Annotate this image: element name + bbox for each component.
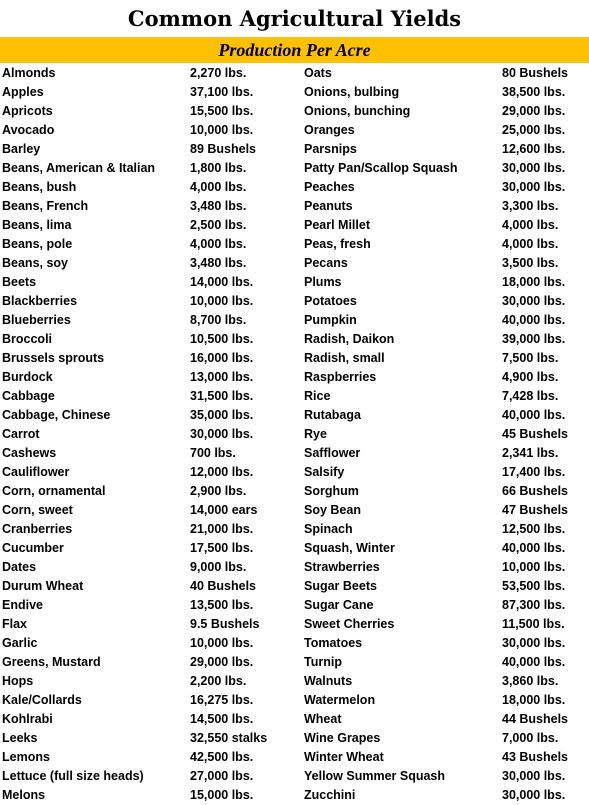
crop-name-left: Cabbage, Chinese [2, 408, 111, 422]
crop-name-right: Patty Pan/Scallop Squash [304, 161, 458, 175]
table-row [0, 387, 589, 406]
table-row [0, 501, 589, 520]
yield-right: 7,000 lbs. [502, 731, 559, 745]
crop-name-left: Avocado [2, 123, 55, 137]
table-row [0, 539, 589, 558]
yield-left: 3,480 lbs. [190, 199, 247, 213]
crop-name-right: Oranges [304, 123, 355, 137]
yield-left: 2,200 lbs. [190, 674, 247, 688]
crop-name-right: Wheat [304, 712, 342, 726]
crop-name-right: Plums [304, 275, 342, 289]
page-title: Common Agricultural Yields [127, 6, 462, 31]
crop-name-right: Squash, Winter [304, 541, 395, 555]
yield-right: 43 Bushels [502, 750, 569, 764]
yield-right: 25,000 lbs. [502, 123, 566, 137]
crop-name-left: Brussels sprouts [2, 351, 105, 365]
crop-name-right: Pearl Millet [304, 218, 370, 232]
table-row [0, 482, 589, 501]
crop-name-right: Radish, small [304, 351, 385, 365]
crop-name-right: Oats [304, 66, 332, 80]
yield-left: 2,500 lbs. [190, 218, 247, 232]
yield-right: 7,500 lbs. [502, 351, 559, 365]
yield-left: 17,500 lbs. [190, 541, 254, 555]
yield-left: 9.5 Bushels [190, 617, 260, 631]
yield-right: 30,000 lbs. [502, 636, 566, 650]
yield-left: 1,800 lbs. [190, 161, 247, 175]
crop-name-right: Soy Bean [304, 503, 361, 517]
yield-right: 18,000 lbs. [502, 693, 566, 707]
yield-left: 4,000 lbs. [190, 237, 247, 251]
yield-left: 16,275 lbs. [190, 693, 254, 707]
yield-right: 11,500 lbs. [502, 617, 565, 631]
crop-name-right: Rice [304, 389, 331, 403]
crop-name-left: Beans, bush [2, 180, 77, 194]
table-row [0, 748, 589, 767]
crop-name-left: Beets [2, 275, 37, 289]
yield-right: 4,000 lbs. [502, 237, 559, 251]
yield-right: 10,000 lbs. [502, 560, 566, 574]
yield-left: 700 lbs. [190, 446, 236, 460]
table-row [0, 292, 589, 311]
crop-name-left: Apples [2, 85, 44, 99]
crop-name-left: Greens, Mustard [2, 655, 101, 669]
yield-right: 3,860 lbs. [502, 674, 559, 688]
yield-right: 4,000 lbs. [502, 218, 559, 232]
table-row [0, 653, 589, 672]
table-row [0, 273, 589, 292]
crop-name-left: Apricots [2, 104, 53, 118]
yield-left: 14,000 ears [190, 503, 258, 517]
table-row [0, 83, 589, 102]
crop-name-left: Cauliflower [2, 465, 70, 479]
crop-name-left: Beans, French [2, 199, 89, 213]
crop-name-right: Parsnips [304, 142, 357, 156]
yield-right: 40,000 lbs. [502, 655, 566, 669]
yield-right: 12,600 lbs. [502, 142, 566, 156]
yield-right: 2,341 lbs. [502, 446, 559, 460]
table-row [0, 406, 589, 425]
yield-right: 4,900 lbs. [502, 370, 559, 384]
crop-name-left: Melons [2, 788, 46, 802]
yield-right: 40,000 lbs. [502, 313, 566, 327]
yield-left: 29,000 lbs. [190, 655, 254, 669]
yield-left: 8,700 lbs. [190, 313, 247, 327]
yield-right: 7,428 lbs. [502, 389, 559, 403]
crop-name-left: Beans, lima [2, 218, 72, 232]
table-row [0, 330, 589, 349]
table-row [0, 216, 589, 235]
crop-name-left: Lettuce (full size heads) [2, 769, 144, 783]
yield-left: 3,480 lbs. [190, 256, 247, 270]
yield-left: 13,000 lbs. [190, 370, 254, 384]
table-row [0, 444, 589, 463]
yield-left: 14,000 lbs. [190, 275, 254, 289]
yield-right: 30,000 lbs. [502, 769, 566, 783]
yield-right: 80 Bushels [502, 66, 569, 80]
yield-left: 13,500 lbs. [190, 598, 254, 612]
table-row [0, 121, 589, 140]
crop-name-right: Winter Wheat [304, 750, 384, 764]
crop-name-left: Beans, pole [2, 237, 73, 251]
yield-right: 38,500 lbs. [502, 85, 566, 99]
yield-left: 9,000 lbs. [190, 560, 247, 574]
crop-name-left: Durum Wheat [2, 579, 84, 593]
yield-right: 30,000 lbs. [502, 294, 566, 308]
yield-right: 39,000 lbs. [502, 332, 566, 346]
crop-name-right: Peas, fresh [304, 237, 371, 251]
crop-name-left: Kale/Collards [2, 693, 82, 707]
yield-right: 87,300 lbs. [502, 598, 566, 612]
crop-name-right: Spinach [304, 522, 353, 536]
table-row [0, 634, 589, 653]
crop-name-right: Strawberries [304, 560, 380, 574]
crop-name-left: Leeks [2, 731, 38, 745]
crop-name-left: Carrot [2, 427, 40, 441]
crop-name-left: Dates [2, 560, 37, 574]
yield-left: 10,000 lbs. [190, 294, 254, 308]
crop-name-left: Blackberries [2, 294, 78, 308]
crop-name-right: Walnuts [304, 674, 353, 688]
crop-name-left: Cucumber [2, 541, 64, 555]
crop-name-right: Onions, bulbing [304, 85, 400, 99]
yield-right: 30,000 lbs. [502, 161, 566, 175]
crop-name-right: Potatoes [304, 294, 357, 308]
yield-right: 30,000 lbs. [502, 788, 566, 802]
crop-name-left: Beans, American & Italian [2, 161, 156, 175]
crop-name-left: Cabbage [2, 389, 55, 403]
table-row [0, 197, 589, 216]
crop-name-right: Pumpkin [304, 313, 357, 327]
yield-left: 31,500 lbs. [190, 389, 254, 403]
yield-left: 37,100 lbs. [190, 85, 254, 99]
yield-right: 3,300 lbs. [502, 199, 559, 213]
table-row [0, 615, 589, 634]
yield-right: 40,000 lbs. [502, 408, 566, 422]
crop-name-right: Safflower [304, 446, 361, 460]
table-row [0, 577, 589, 596]
yield-right: 3,500 lbs. [502, 256, 559, 270]
table-row [0, 140, 589, 159]
yield-left: 27,000 lbs. [190, 769, 254, 783]
crop-name-right: Rutabaga [304, 408, 361, 422]
crop-name-right: Rye [304, 427, 327, 441]
crop-name-left: Corn, ornamental [2, 484, 106, 498]
table-row [0, 767, 589, 786]
yield-left: 16,000 lbs. [190, 351, 254, 365]
table-row [0, 368, 589, 387]
table-row [0, 729, 589, 748]
table-row [0, 672, 589, 691]
yield-right: 66 Bushels [502, 484, 569, 498]
table-row [0, 64, 589, 83]
yield-right: 53,500 lbs. [502, 579, 566, 593]
crop-name-left: Blueberries [2, 313, 71, 327]
crop-name-right: Turnip [304, 655, 342, 669]
crop-name-left: Garlic [2, 636, 38, 650]
yield-left: 12,000 lbs. [190, 465, 254, 479]
yield-left: 15,000 lbs. [190, 788, 254, 802]
crop-name-right: Wine Grapes [304, 731, 381, 745]
table-row [0, 425, 589, 444]
table-row [0, 691, 589, 710]
crop-name-right: Peaches [304, 180, 355, 194]
table-row [0, 349, 589, 368]
yield-right: 29,000 lbs. [502, 104, 566, 118]
yield-left: 4,000 lbs. [190, 180, 247, 194]
yield-left: 10,000 lbs. [190, 123, 254, 137]
crop-name-right: Salsify [304, 465, 345, 479]
crop-name-right: Watermelon [304, 693, 376, 707]
yield-left: 30,000 lbs. [190, 427, 254, 441]
crop-name-left: Burdock [2, 370, 53, 384]
yield-left: 14,500 lbs. [190, 712, 254, 726]
crop-name-right: Radish, Daikon [304, 332, 395, 346]
crop-name-left: Cashews [2, 446, 57, 460]
yield-left: 40 Bushels [190, 579, 257, 593]
table-row [0, 178, 589, 197]
yield-left: 10,000 lbs. [190, 636, 254, 650]
crop-name-right: Onions, bunching [304, 104, 411, 118]
crop-name-right: Raspberries [304, 370, 377, 384]
yield-left: 35,000 lbs. [190, 408, 254, 422]
table-row [0, 596, 589, 615]
table-row [0, 463, 589, 482]
crop-name-right: Sweet Cherries [304, 617, 395, 631]
table-row [0, 159, 589, 178]
crop-name-right: Zucchini [304, 788, 356, 802]
crop-name-left: Corn, sweet [2, 503, 73, 517]
crop-name-left: Almonds [2, 66, 56, 80]
table-row [0, 254, 589, 273]
yield-left: 89 Bushels [190, 142, 257, 156]
crop-name-right: Tomatoes [304, 636, 363, 650]
crop-name-left: Endive [2, 598, 43, 612]
crop-name-left: Lemons [2, 750, 50, 764]
table-row [0, 235, 589, 254]
yield-right: 18,000 lbs. [502, 275, 566, 289]
yield-left: 2,900 lbs. [190, 484, 247, 498]
crop-name-right: Pecans [304, 256, 348, 270]
crop-name-left: Kohlrabi [2, 712, 53, 726]
crop-name-left: Broccoli [2, 332, 53, 346]
crop-name-left: Cranberries [2, 522, 73, 536]
yield-left: 2,270 lbs. [190, 66, 247, 80]
crop-name-right: Sugar Cane [304, 598, 374, 612]
yield-left: 10,500 lbs. [190, 332, 254, 346]
yield-left: 15,500 lbs. [190, 104, 254, 118]
crop-name-right: Peanuts [304, 199, 353, 213]
yield-right: 30,000 lbs. [502, 180, 566, 194]
crop-name-left: Hops [2, 674, 34, 688]
crop-name-right: Sugar Beets [304, 579, 377, 593]
table-row [0, 102, 589, 121]
yield-right: 47 Bushels [502, 503, 569, 517]
crop-name-right: Sorghum [304, 484, 359, 498]
table-row [0, 311, 589, 330]
yield-left: 32,550 stalks [190, 731, 268, 745]
crop-name-left: Beans, soy [2, 256, 69, 270]
yield-right: 44 Bushels [502, 712, 569, 726]
table-row [0, 520, 589, 539]
table-row [0, 786, 589, 805]
crop-name-right: Yellow Summer Squash [304, 769, 446, 783]
yield-right: 12,500 lbs. [502, 522, 566, 536]
table-row [0, 710, 589, 729]
subtitle-banner: Production Per Acre [0, 37, 589, 63]
yield-left: 21,000 lbs. [190, 522, 254, 536]
yield-left: 42,500 lbs. [190, 750, 254, 764]
table-row [0, 558, 589, 577]
yield-right: 17,400 lbs. [502, 465, 566, 479]
yield-right: 40,000 lbs. [502, 541, 566, 555]
yield-right: 45 Bushels [502, 427, 569, 441]
yields-table [0, 64, 589, 805]
crop-name-left: Barley [2, 142, 41, 156]
crop-name-left: Flax [2, 617, 28, 631]
